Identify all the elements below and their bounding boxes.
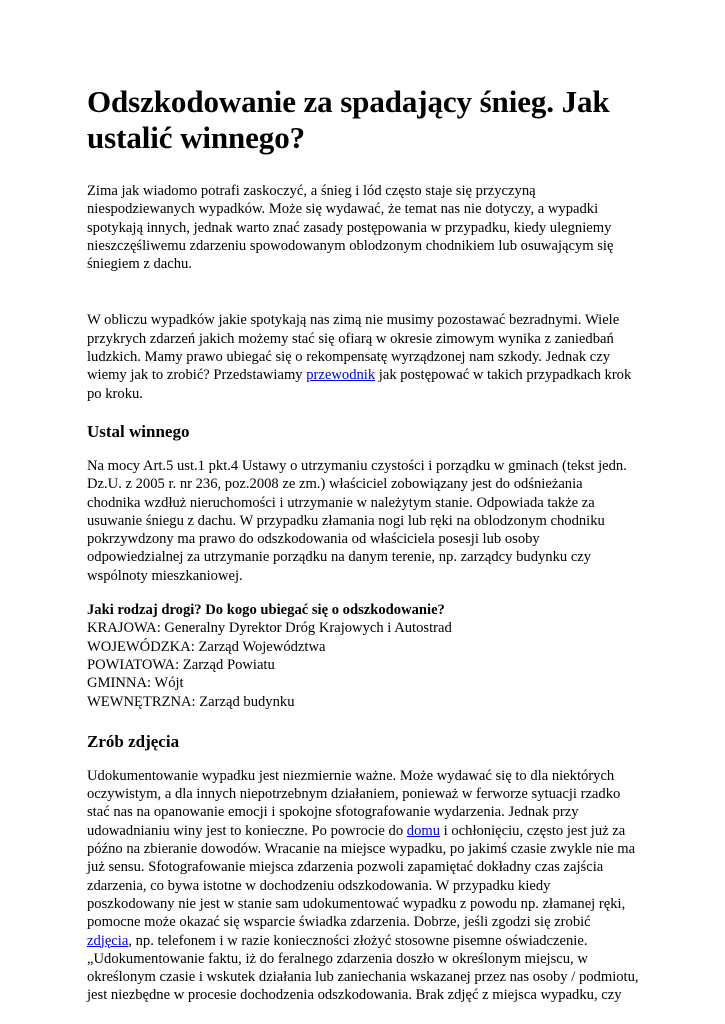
- road-item-wewnetrzna: WEWNĘTRZNA: Zarząd budynku: [87, 693, 295, 710]
- guide-link[interactable]: przewodnik: [306, 367, 376, 384]
- photos-link[interactable]: zdjęcia: [87, 932, 129, 949]
- road-list-subheading: Jaki rodzaj drogi? Do kogo ubiegać się o odszkodowanie?: [87, 602, 445, 619]
- document-page: [87, 84, 639, 1005]
- law-paragraph: Na mocy Art.5 ust.1 pkt.4 Ustawy o utrzymaniu czystości i porządku w gminach (tekst jedn. Dz.U. z 2005 r. nr 236, poz.2008 ze zm.) właściciel zobowiązany jest do odśnieżania chodnika wzdłuż nieruchomości i utrzymanie w należytym stanie. Odpowiada także za usuwanie śniegu z dachu. W przypadku złamania nogi lub ręki na oblodzonym chodniku pokrzywdzony ma prawo do odszkodowania od właściciela posesji lub osoby odpowiedzialnej za utrzymanie porządku na danym terenie, np. zarządcy budynku czy wspólnoty mieszkaniowej.: [87, 457, 627, 584]
- guide-text-after: jak postępować w takich przypadkach krok po kroku.: [87, 367, 632, 402]
- road-item-gminna: GMINNA: Wójt: [87, 675, 184, 692]
- home-link[interactable]: domu: [406, 822, 441, 839]
- guide-text-before: W obliczu wypadków jakie spotykają nas zimą nie musimy pozostawać bezradnymi. Wiele przykrych zdarzeń jakich możemy stać się ofiarą w okresie zimowym wynika z zaniedbań ludzkich. Mamy prawo ubiegać się o rekompensatę wyrządzonej nam szkody. Jednak czy wiemy jak to zrobić? Przedstawiamy: [87, 312, 620, 384]
- intro-paragraph: Zima jak wiadomo potrafi zaskoczyć, a śnieg i lód często staje się przyczyną niespodziewanych wypadków. Może się wydawać, że temat nas nie dotyczy, a wypadki spotykają innych, jednak warto znać zasady postępowania w przypadku, kiedy ulegniemy nieszczęśliwemu zdarzeniu spowodowanym oblodzonym chodnikiem lub osuwającym się śniegiem z dachu.: [87, 183, 614, 273]
- photos-text-2: i ochłonięciu, często jest już za późno na zbieranie dowodów. Wracanie na miejsce wypadku, po jakimś czasie zwykle nie ma już sensu. Sfotografowanie miejsca zdarzenia pozwoli zapamiętać dokładny czas zajścia zdarzenia, co bywa istotne w dochodzeniu odszkodowania. W przypadku kiedy poszkodowany nie jest w stanie sam udokumentować wypadku z powodu np. złamanej ręki, pomocne może okazać się wsparcie świadka zdarzenia. Dobrze, jeśli zgodzi się zrobić: [87, 822, 636, 931]
- road-item-powiatowa: POWIATOWA: Zarząd Powiatu: [87, 656, 275, 673]
- section-heading-ustal-winnego: Ustal winnego: [87, 421, 190, 441]
- page-title: Odszkodowanie za spadający śnieg. Jak ustalić winnego?: [87, 84, 610, 155]
- guide-paragraph: [87, 311, 639, 402]
- photos-text-3: , np. telefonem i w razie konieczności złożyć stosowne pisemne oświadczenie. „Udokumentowanie faktu, iż do feralnego zdarzenia doszło w określonym miejscu, w określonym czasie i wskutek działania lub zaniechania wskazanej przez nas osoby / podmiotu, jest niezbędne w procesie dochodzenia odszkodowania. Brak zdjęć z miejsca wypadku, czy: [87, 932, 639, 1004]
- photos-text-1: Udokumentowanie wypadku jest niezmiernie ważne. Może wydawać się to dla niektórych oczywistym, a dla innych niepotrzebnym działaniem, ponieważ w ferworze sytuacji rzadko stać nas na opanowanie emocji i spokojne sfotografowanie wydarzenia. Jednak przy udowadnianiu winy jest to konieczne. Po powrocie do: [87, 767, 621, 839]
- road-authority-list: [87, 601, 639, 711]
- road-item-krajowa: KRAJOWA: Generalny Dyrektor Dróg Krajowych i Autostrad: [87, 620, 452, 637]
- photos-paragraph: [87, 767, 639, 1005]
- road-item-wojewodzka: WOJEWÓDZKA: Zarząd Województwa: [87, 638, 326, 655]
- section-heading-zrob-zdjecia: Zrób zdjęcia: [87, 731, 180, 751]
